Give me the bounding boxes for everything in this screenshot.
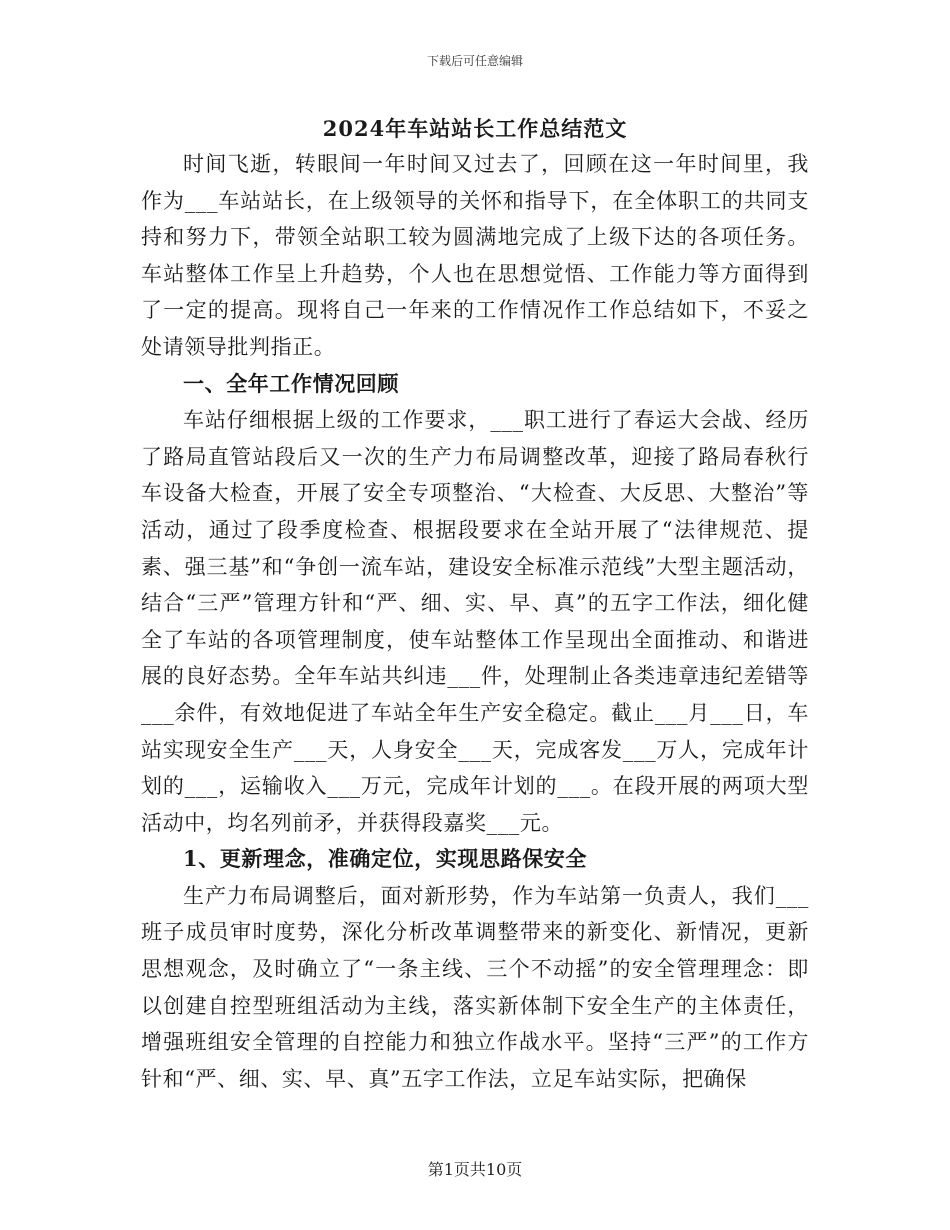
document-title: 2024年车站站长工作总结范文: [322, 116, 628, 141]
section-heading-1: 一、全年工作情况回顾: [183, 370, 399, 396]
page-footer: 第1页共10页: [427, 1160, 523, 1179]
subsection-heading-1: 1、更新理念，准确定位，实现思路保安全: [183, 846, 588, 872]
paragraph-concept: 生产力布局调整后，面对新形势，作为车站第一负责人，我们___班子成员审时度势，深化分析改革调整带来的新变化、新情况，更新思想观念，及时确立了“一条主线、三个不动摇”的安全管理理念：即以创建自控型班组活动为主线，落实新体制下安全生产的主体责任，增强班组安全管理的自控能力和独立作战水平。坚持“三严”的工作方针和“严、细、实、早、真”五字工作法，立足车站实际，把确保: [141, 883, 809, 1091]
header-note: 下载后可任意编辑: [426, 54, 523, 68]
paragraph-review: 车站仔细根据上级的工作要求，___职工进行了春运大会战、经历了路局直管站段后又一次的生产力布局调整改革，迎接了路局春秋行车设备大检查，开展了安全专项整治、“大检查、大反思、大整治”等活动，通过了段季度检查、根据段要求在全站开展了“法律规范、提素、强三基”和“争创一流车站，建设安全标准示范线”大型主题活动，结合“三严”管理方针和“严、细、实、早、真”的五字工作法，细化健全了车站的各项管理制度，使车站整体工作呈现出全面推动、和谐进展的良好态势。全年车站共纠违___件，处理制止各类违章违纪差错等___余件，有效地促进了车站全年生产安全稳定。截止___月___日，车站实现安全生产___天，人身安全___天，完成客发___万人，完成年计划的___，运输收入___万元，完成年计划的___。在段开展的两项大型活动中，均名列前矛，并获得段嘉奖___元。: [141, 408, 809, 835]
paragraph-intro: 时间飞逝，转眼间一年时间又过去了，回顾在这一年时间里，我作为___车站站长，在上级领导的关怀和指导下，在全体职工的共同支持和努力下，带领全站职工较为圆满地完成了上级下达的各项任务。车站整体工作呈上升趋势，个人也在思想觉悟、工作能力等方面得到了一定的提高。现将自己一年来的工作情况作工作总结如下，不妥之处请领导批判指正。: [141, 152, 809, 359]
document-body: [141, 146, 809, 1097]
